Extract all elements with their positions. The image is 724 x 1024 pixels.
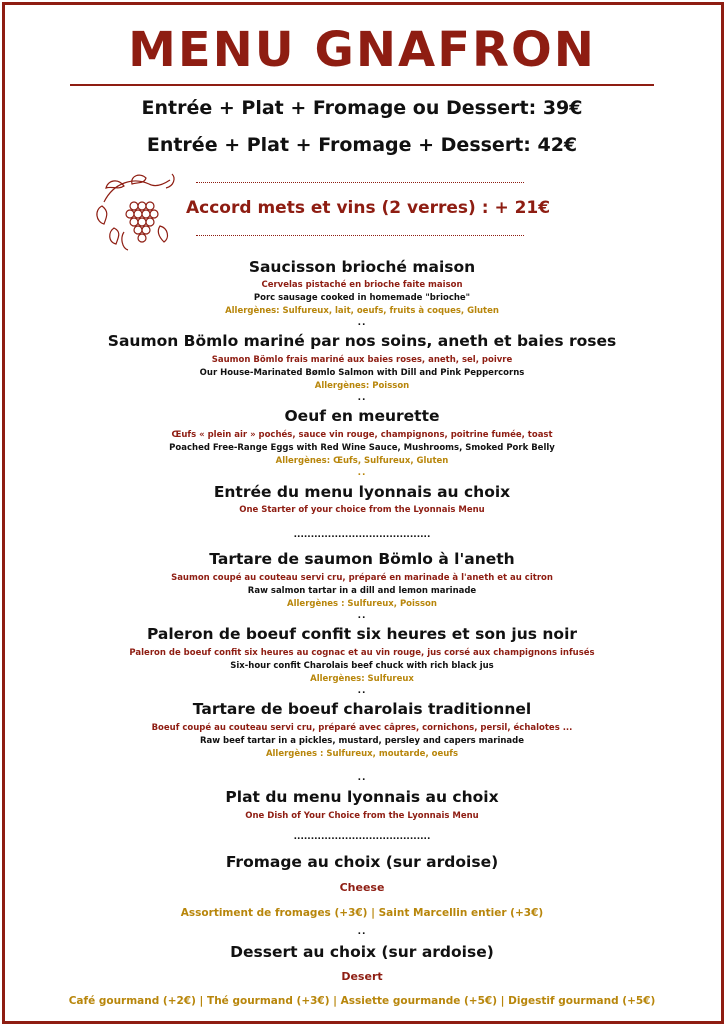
divider-top [196,182,524,183]
separator: .. [357,468,367,478]
starter-4-fr: One Starter of your choice from the Lyonnais Menu [239,505,485,515]
starter-2-fr: Saumon Bömlo frais mariné aux baies roses, aneth, sel, poivre [211,355,513,365]
wine-pairing: Accord mets et vins (2 verres) : + 21€ [186,198,551,218]
starter-3-en: Poached Free-Range Eggs with Red Wine Sauce, Mushrooms, Smoked Pork Belly [169,443,555,453]
starter-4-name: Entrée du menu lyonnais au choix [213,483,511,501]
starter-2-en: Our House-Marinated Bømlo Salmon with Dill and Pink Peppercorns [199,368,525,378]
starter-1-name: Saucisson brioché maison [248,258,476,276]
starter-3-name: Oeuf en meurette [284,407,440,425]
separator: .. [357,927,367,937]
starter-3-allergens: Allergènes: Œufs, Sulfureux, Gluten [275,456,449,466]
main-2-en: Six-hour confit Charolais beef chuck with rich black jus [230,661,494,671]
starter-2-name: Saumon Bömlo mariné par nos soins, aneth et baies roses [107,332,617,350]
price-line-1: Entrée + Plat + Fromage ou Dessert: 39€ [141,97,583,119]
separator: .. [357,686,367,696]
cheese-name: Fromage au choix (sur ardoise) [225,853,499,871]
starter-1-allergens: Allergènes: Sulfureux, lait, oeufs, fruits à coques, Gluten [225,306,499,316]
dessert-name: Dessert au choix (sur ardoise) [230,943,494,961]
main-2-allergens: Allergènes: Sulfureux [310,674,414,684]
main-1-allergens: Allergènes : Sulfureux, Poisson [287,599,437,609]
starter-1-fr: Cervelas pistaché en brioche faite maison [261,280,463,290]
separator: .. [357,318,367,328]
divider-bottom [196,235,524,236]
dessert-subtitle: Desert [341,970,383,983]
main-1-fr: Saumon coupé au couteau servi cru, préparé en marinade à l'aneth et au citron [171,573,553,583]
main-3-name: Tartare de boeuf charolais traditionnel [192,700,532,718]
separator: .. [357,611,367,621]
section-divider: ........................................ [293,530,431,540]
menu-title: MENU GNAFRON [128,22,596,78]
main-3-allergens: Allergènes : Sulfureux, moutarde, oeufs [265,749,459,759]
dessert-options: Café gourmand (+2€) | Thé gourmand (+3€) | Assiette gourmande (+5€) | Digestif gourmand (+5€) [68,995,656,1007]
starter-2-allergens: Allergènes: Poisson [314,381,410,391]
title-underline [70,84,654,86]
starter-3-fr: Œufs « plein air » pochés, sauce vin rouge, champignons, poitrine fumée, toast [171,430,553,440]
cheese-options: Assortiment de fromages (+3€) | Saint Marcellin entier (+3€) [180,907,544,919]
cheese-subtitle: Cheese [339,881,385,894]
grapes-icon [94,172,178,254]
separator: .. [357,773,367,783]
main-4-fr: One Dish of Your Choice from the Lyonnais Menu [245,811,479,821]
main-1-en: Raw salmon tartar in a dill and lemon marinade [247,586,477,596]
price-line-2: Entrée + Plat + Fromage + Dessert: 42€ [146,134,578,156]
main-1-name: Tartare de saumon Bömlo à l'aneth [209,550,515,568]
main-2-fr: Paleron de boeuf confit six heures au cognac et au vin rouge, jus corsé aux champignons infusés [129,648,595,658]
main-4-name: Plat du menu lyonnais au choix [225,788,499,806]
main-2-name: Paleron de boeuf confit six heures et son jus noir [146,625,578,643]
separator: .. [357,393,367,403]
main-3-en: Raw beef tartar in a pickles, mustard, persley and capers marinade [199,736,525,746]
section-divider: ........................................ [293,832,431,842]
starter-1-en: Porc sausage cooked in homemade "brioche" [253,293,471,303]
main-3-fr: Boeuf coupé au couteau servi cru, préparé avec câpres, cornichons, persil, échalotes ... [151,723,573,733]
